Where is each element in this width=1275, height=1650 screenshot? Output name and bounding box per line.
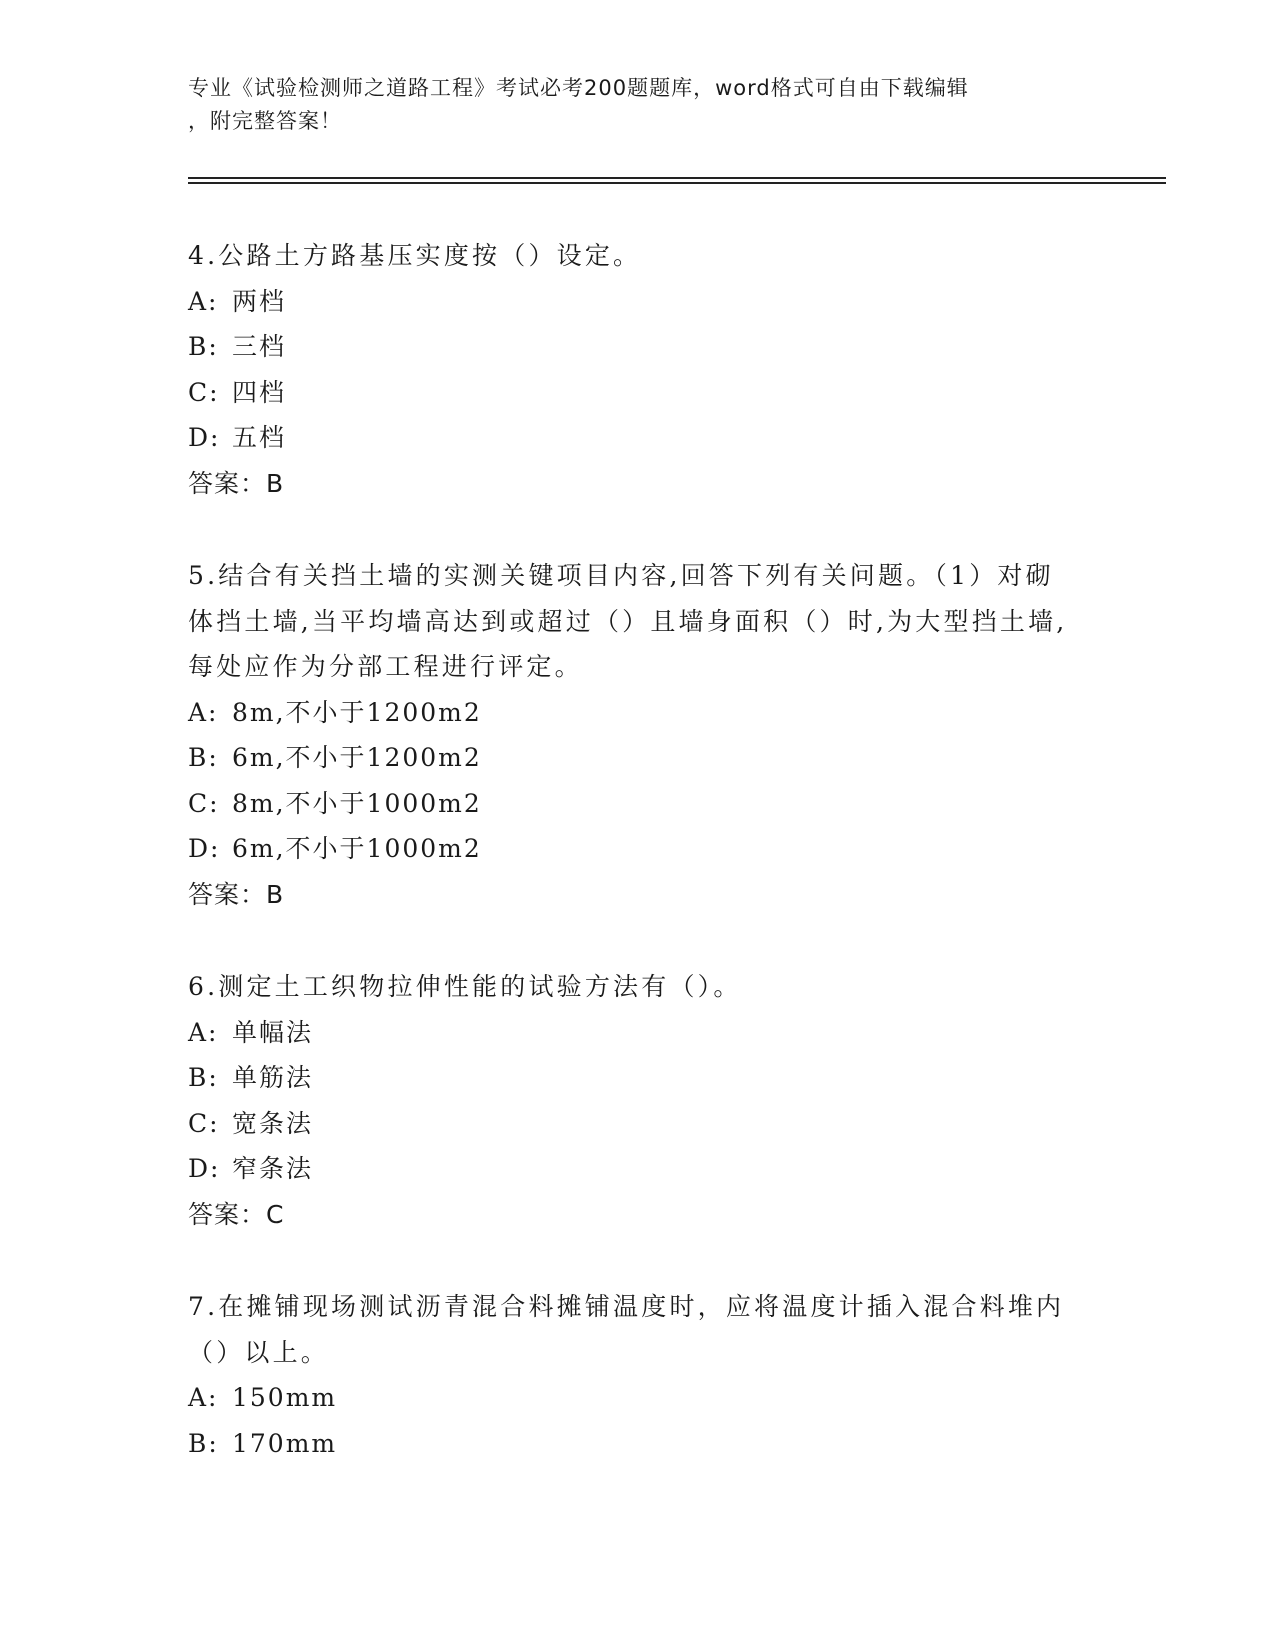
option-a [188, 1010, 1068, 1056]
header-line-1: 专业《试验检测师之道路工程》考试必考200题题库，word格式可自由下载编辑 [188, 76, 969, 100]
option-text: 三档 [232, 332, 287, 361]
option-c [188, 370, 1068, 416]
option-b [188, 324, 1068, 370]
answer-line: 答案：C [188, 1199, 285, 1229]
option-d [188, 826, 1068, 872]
option-text: 两档 [232, 286, 287, 316]
option-letter: C: [188, 1108, 220, 1138]
option-text: 单筋法 [232, 1063, 314, 1092]
option-text: 150mm [232, 1383, 338, 1412]
option-text: 6m,不小于1200m2 [232, 743, 482, 772]
option-a [188, 279, 1068, 325]
option-text: 四档 [232, 377, 287, 407]
header-divider-top [188, 177, 1166, 179]
option-letter: D: [188, 834, 221, 863]
question-stem: 6.测定土工织物拉伸性能的试验方法有（）。 [188, 972, 742, 1001]
option-d [188, 415, 1068, 461]
answer-line: 答案：B [188, 468, 285, 498]
question-5 [188, 553, 1068, 917]
header-line-2: ，附完整答案！ [188, 109, 342, 133]
option-text: 8m,不小于1200m2 [232, 697, 482, 727]
option-letter: B: [188, 1428, 219, 1458]
option-letter: B: [188, 1063, 219, 1092]
question-list [188, 233, 1068, 1513]
question-7 [188, 1284, 1068, 1466]
question-stem: 5.结合有关挡土墙的实测关键项目内容,回答下列有关问题。（1）对砌体挡土墙,当平均墙高达到或超过（）且墙身面积（）时,为大型挡土墙,每处应作为分部工程进行评定。 [188, 561, 1068, 681]
option-letter: B: [188, 332, 219, 361]
option-letter: A: [188, 286, 219, 316]
option-b [188, 1055, 1068, 1101]
option-text: 窄条法 [232, 1154, 314, 1183]
option-a [188, 1375, 1068, 1421]
option-text: 8m,不小于1000m2 [232, 788, 482, 818]
option-d [188, 1146, 1068, 1192]
option-c [188, 781, 1068, 827]
option-b [188, 735, 1068, 781]
option-letter: A: [188, 697, 219, 727]
option-letter: C: [188, 788, 220, 818]
option-letter: A: [188, 1383, 219, 1412]
question-stem: 4.公路土方路基压实度按（）设定。 [188, 241, 642, 270]
option-letter: D: [188, 423, 221, 452]
answer-line: 答案：B [188, 879, 285, 909]
option-text: 170mm [232, 1428, 338, 1458]
option-letter: D: [188, 1154, 221, 1183]
header-divider-bottom [188, 182, 1166, 184]
option-text: 6m,不小于1000m2 [232, 834, 482, 863]
question-6 [188, 964, 1068, 1237]
option-text: 宽条法 [232, 1108, 314, 1138]
option-a [188, 690, 1068, 736]
option-letter: C: [188, 377, 220, 407]
option-letter: A: [188, 1017, 219, 1047]
option-c [188, 1101, 1068, 1147]
question-4 [188, 233, 1068, 506]
option-text: 单幅法 [232, 1017, 314, 1047]
option-text: 五档 [232, 423, 287, 452]
option-b [188, 1421, 1068, 1467]
option-letter: B: [188, 743, 219, 772]
document-header [188, 72, 1088, 138]
question-stem: 7.在摊铺现场测试沥青混合料摊铺温度时，应将温度计插入混合料堆内（）以上。 [188, 1292, 1065, 1367]
